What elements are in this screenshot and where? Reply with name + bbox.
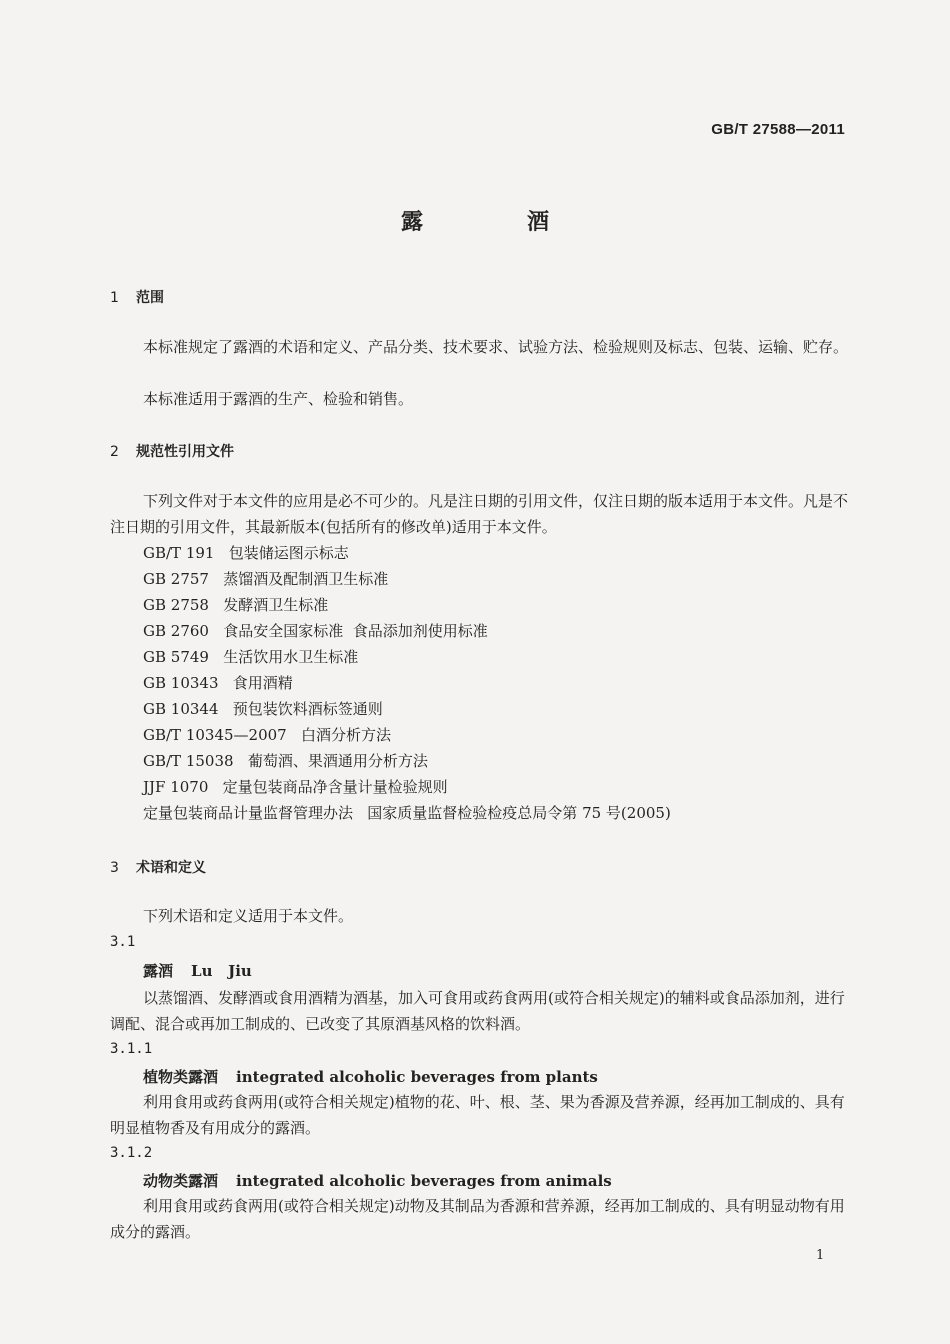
clause-number: 3.1.1 [110,1041,153,1057]
term-heading [143,1170,612,1191]
paragraph: 本标准规定了露酒的术语和定义、产品分类、技术要求、试验方法、检验规则及标志、包装、运输、贮存。 [143,338,849,356]
reference-item: GB/T 191 包装储运图示标志 [143,544,349,562]
term-heading [143,960,252,981]
term-zh: 动物类露酒 [143,1172,219,1190]
term-en: integrated alcoholic beverages from animals [236,1172,612,1190]
term-en: Lu Jiu [191,962,252,980]
reference-item: 定量包装商品计量监督管理办法 国家质量监督检验检疫总局令第 75 号(2005) [143,804,671,822]
section-title: 术语和定义 [136,860,206,876]
section-heading-terms-definitions [110,857,206,877]
title-char: 露 [400,210,423,235]
clause-number: 3.1.2 [110,1145,153,1161]
section-number: 3 [110,860,119,876]
section-title: 范围 [136,290,164,306]
term-definition: 利用食用或药食两用(或符合相关规定)植物的花、叶、根、茎、果为香源及营养源，经再加工制成的、具有明显植物香及有用成分的露酒。 [110,1093,845,1137]
clause-number: 3.1 [110,934,136,950]
reference-item: GB 10344 预包装饮料酒标签通则 [143,700,383,718]
reference-item: GB 2760 食品安全国家标准 食品添加剂使用标准 [143,622,488,640]
section-heading-scope [110,287,164,307]
term-definition: 利用食用或药食两用(或符合相关规定)动物及其制品为香源和营养源，经再加工制成的、具有明显动物有用成分的露酒。 [110,1197,845,1241]
term-heading [143,1066,598,1087]
reference-item: JJF 1070 定量包装商品净含量计量检验规则 [143,778,448,796]
section-title: 规范性引用文件 [136,444,234,460]
section-heading-normative-references [110,441,234,461]
section-number: 1 [110,290,119,306]
term-zh: 植物类露酒 [143,1068,219,1086]
term-definition: 以蒸馏酒、发酵酒或食用酒精为酒基，加入可食用或药食两用(或符合相关规定)的辅料或食品添加剂，进行调配、混合或再加工制成的、已改变了其原酒基风格的饮料酒。 [110,989,845,1033]
standard-code: GB/T 27588—2011 [711,121,845,138]
reference-item: GB 2758 发酵酒卫生标准 [143,596,329,614]
page-number: 1 [816,1248,825,1263]
paragraph: 下列术语和定义适用于本文件。 [143,907,354,925]
paragraph: 下列文件对于本文件的应用是必不可少的。凡是注日期的引用文件，仅注日期的版本适用于本文件。凡是不注日期的引用文件，其最新版本(包括所有的修改单)适用于本文件。 [110,492,849,536]
term-zh: 露酒 [143,962,174,980]
reference-item: GB 5749 生活饮用水卫生标准 [143,648,359,666]
document-title [0,205,950,236]
reference-item: GB 10343 食用酒精 [143,674,293,692]
section-number: 2 [110,444,119,460]
term-en: integrated alcoholic beverages from plants [236,1068,598,1086]
reference-item: GB/T 10345—2007 白酒分析方法 [143,726,392,744]
reference-item: GB 2757 蒸馏酒及配制酒卫生标准 [143,570,389,588]
title-char: 酒 [527,210,550,235]
reference-item: GB/T 15038 葡萄酒、果酒通用分析方法 [143,752,428,770]
paragraph: 本标准适用于露酒的生产、检验和销售。 [143,390,414,408]
